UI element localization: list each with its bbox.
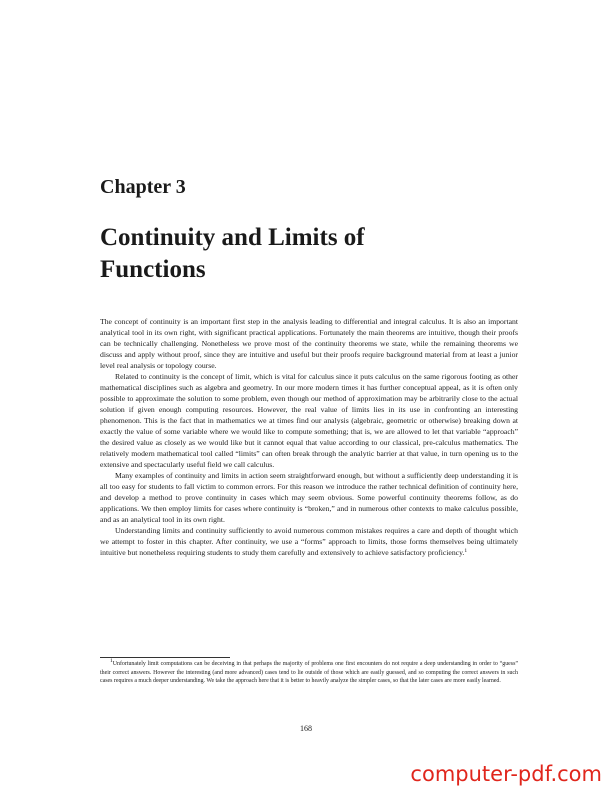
body-text <box>100 316 518 558</box>
page-number: 168 <box>300 724 312 733</box>
watermark-logo: computer-pdf.com <box>410 762 602 786</box>
chapter-title-line-2: Functions <box>100 256 206 283</box>
footnote-divider <box>100 657 230 658</box>
chapter-label: Chapter 3 <box>100 176 186 198</box>
paragraph-2: Related to continuity is the concept of limit, which is vital for calculus since it puts calculus on the same rigorous footing as other mathematical disciplines such as algebra and geometry. In our more modern times it has further conceptual appeal, as it is often only possible to approximate the solution to some problem, even though our method of approximation may be arbitrarily close to the actual solution if given enough computing resources. However, the real value of limits lies in its use in confronting an interesting phenomenon. This is the fact that in mathematics we at times find our analysis (algebraic, geometric or otherwise) breaking down at exactly the value of some variable where we would like to compute something; that is, we are allowed to let that variable “approach” the desired value as closely as we would like but it cannot equal that value according to our classical, pre-calculus mathematics. The relatively modern mathematical tool called “limits” can often break through the analytic barrier at that value, in turn opening us to the extensive and spectacularly useful field we call calculus. <box>100 372 518 469</box>
paragraph-3: Many examples of continuity and limits in action seem straightforward enough, but without a sufficiently deep understanding it is all too easy for students to fall victim to common errors. For this reason we introduce the rather technical definition of continuity here, and develop a method to prove continuity in cases which may seem obvious. Some powerful continuity theorems follow, as do applications. We then employ limits for cases where continuity is “broken,” and in numerous other contexts to make calculus possible, and as an analytical tool in its own right. <box>100 471 518 524</box>
footnote-reference: 1 <box>464 548 468 554</box>
paragraph-4 <box>100 525 518 558</box>
chapter-title <box>100 222 520 286</box>
chapter-title-line-1: Continuity and Limits of <box>100 224 365 251</box>
paragraph-4-text: Understanding limits and continuity sufficiently to avoid numerous common mistakes requires a care and depth of thought which we attempt to foster in this chapter. After continuity, we use a “forms” approach to limits, those forms themselves being ultimately intuitive but nonetheless requiring students to study them carefully and extensively to achieve satisfactory proficiency. <box>100 526 518 557</box>
footnote <box>100 660 518 686</box>
paragraph-1: The concept of continuity is an important first step in the analysis leading to differential and integral calculus. It is also an important analytical tool in its own right, with significant practical applications. Fortunately the main theorems are intuitive, though their proofs can be technically challenging. Nonetheless we prove most of the continuity theorems we state, while the remaining theorems we discuss and apply without proof, since they are intuitive and useful but their proofs require background material from at least a junior level real analysis or topology course. <box>100 317 518 370</box>
footnote-marker: 1 <box>110 658 113 664</box>
footnote-text: Unfortunately limit computations can be deceiving in that perhaps the majority of problems one first encounters do not require a deep understanding in order to “guess” their correct answers. However the interesting (and more advanced) cases tend to lie outside of those which are easily guessed, and so computing the correct answers in such cases requires a much deeper understanding. We take the approach here that it is better to heavily analyze the simpler cases, so that the later cases are more easily learned. <box>100 661 518 685</box>
